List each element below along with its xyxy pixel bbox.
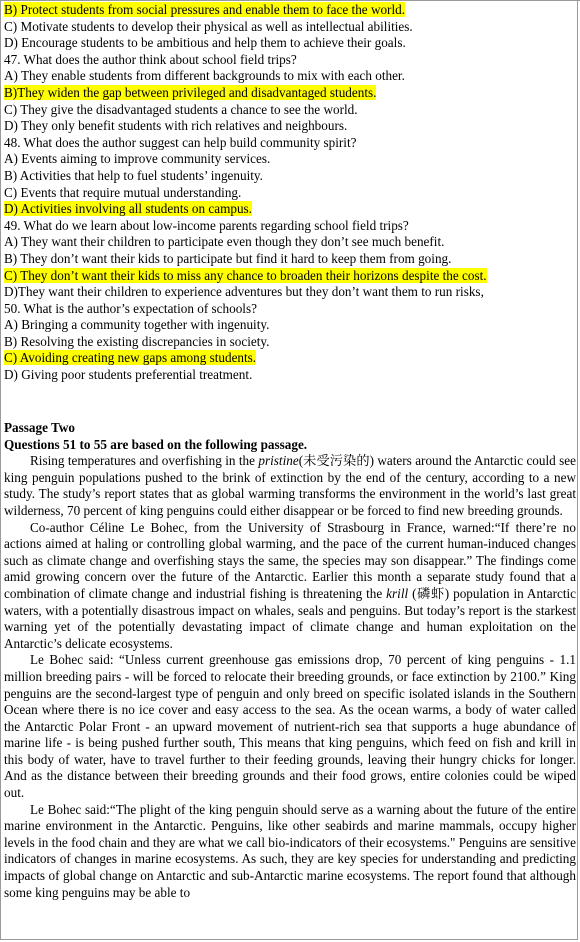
paragraph-2-text-b: (磷虾) population in Antarctic waters, with a potentially disastrous impact on whales, seals and penguins. But today’s report is the starkest warning yet of the potentially devastating impact of climate change and human exploitation on the Antarctic’s delicate ecosystems. (4, 585, 576, 651)
question-line (4, 118, 576, 135)
question-line (4, 350, 576, 367)
question-line (4, 301, 576, 318)
question-line (4, 317, 576, 334)
question-line (4, 218, 576, 235)
question-line (4, 268, 576, 285)
line-text: 50. What is the author’s expectation of schools? (4, 300, 257, 316)
question-line (4, 284, 576, 301)
line-text: D) Giving poor students preferential treatment. (4, 367, 253, 383)
question-line (4, 168, 576, 185)
line-text: C) Events that require mutual understanding. (4, 184, 242, 200)
line-text: 48. What does the author suggest can help build community spirit? (4, 134, 357, 150)
line-text: C) They give the disadvantaged students a chance to see the world. (4, 101, 358, 117)
line-text: 49. What do we learn about low-income parents regarding school field trips? (4, 217, 409, 233)
multiple-choice-section (4, 2, 576, 384)
question-line (4, 201, 576, 218)
highlighted-answer: D) Activities involving all students on campus. (4, 201, 252, 217)
question-line (4, 19, 576, 36)
paragraph-3: Le Bohec said: “Unless current greenhouse gas emissions drop, 70 percent of king penguins - 1.1 million breeding pairs - will be forced to relocate their breeding grounds, or face extinction by 2100.” King penguins are the second-largest type of penguin and only breed on specific isolated islands in the Southern Ocean where there is no ice cover and easy access to the sea. As the ocean warms, a body of water called the Antarctic Polar Front - an upward movement of nutrient-rich sea that supports a huge abundance of marine life - is being pushed further south, This means that king penguins, which feed on fish and krill in this body of water, have to travel further to their feeding grounds, leaving their hungry chicks for longer. And as the distance between their breeding grounds and their food grows, entire colonies could be wiped out. (4, 652, 576, 801)
question-line (4, 52, 576, 69)
line-text: D)They want their children to experience adventures but they don’t want them to run risks, (4, 284, 484, 300)
line-text: B) Activities that help to fuel students’ ingenuity. (4, 167, 263, 183)
question-line (4, 185, 576, 202)
question-line (4, 2, 576, 19)
line-text: C) Motivate students to develop their physical as well as intellectual abilities. (4, 18, 413, 34)
question-line (4, 151, 576, 168)
paragraph-2 (4, 520, 576, 653)
highlighted-answer: B) Protect students from social pressures and enable them to face the world. (4, 2, 406, 17)
highlighted-answer: C) Avoiding creating new gaps among students. (4, 350, 257, 366)
italic-term-pristine: pristine (258, 453, 299, 469)
line-text: A) Events aiming to improve community services. (4, 151, 271, 167)
line-text: A) They want their children to participate even though they don’t see much benefit. (4, 234, 445, 250)
question-line (4, 234, 576, 251)
highlighted-answer: B)They widen the gap between privileged and disadvantaged students. (4, 84, 377, 100)
line-text: A) Bringing a community together with ingenuity. (4, 317, 270, 333)
paragraph-1-text-a: Rising temperatures and overfishing in the (30, 453, 259, 469)
question-line (4, 85, 576, 102)
paragraph-4: Le Bohec said:“The plight of the king penguin should serve as a warning about the future of the entire marine environment in the Antarctic. Penguins, like other seabirds and marine mammals, occupy higher levels in the food chain and they are what we call bio-indicators of their ecosystems." Penguins are sensitive indicators of changes in marine ecosystems. As such, they are key species for understanding and predicting impacts of global change on Antarctic and sub-Antarctic marine ecosystems. The report found that although some king penguins may be able to (4, 801, 576, 900)
paragraph-1-text-b: (未受污染的) waters around the Antarctic could see king penguin populations pushed to the brink of extinction by the end of the century, according to a new study. The study’s report states that as global warming transforms the environment in the world’s last great wilderness, 70 percent of king penguins could either disappear or be forced to find new breeding grounds. (4, 453, 576, 518)
line-text: B) Resolving the existing discrepancies in society. (4, 333, 270, 349)
question-line (4, 367, 576, 384)
line-text: 47. What does the author think about school field trips? (4, 51, 297, 67)
italic-term-krill: krill (386, 585, 409, 601)
line-text: A) They enable students from different backgrounds to mix with each other. (4, 68, 405, 84)
question-line (4, 35, 576, 52)
passage-heading: Passage Two (4, 420, 75, 435)
paragraph-2-text-a: Co-author Céline Le Bohec, from the University of Strasbourg in France, warned:“If there’re no actions aimed at haling or controlling global warming, and the pace of the current human-induced changes such as climate change and overfishing stays the same, the species may son disappear.” The findings come amid growing concern over the future of the Antarctic. Earlier this month a separate study found that a combination of climate change and industrial fishing is threatening the (4, 519, 576, 601)
question-line (4, 334, 576, 351)
question-line (4, 68, 576, 85)
paragraph-1 (4, 453, 576, 519)
question-line (4, 135, 576, 152)
passage-subheading: Questions 51 to 55 are based on the following passage. (4, 436, 308, 452)
line-text: D) Encourage students to be ambitious and help them to achieve their goals. (4, 35, 406, 51)
highlighted-answer: C) They don’t want their kids to miss any chance to broaden their horizons despite the cost. (4, 267, 487, 283)
passage-section (4, 420, 576, 901)
question-line (4, 251, 576, 268)
line-text: D) They only benefit students with rich relatives and neighbours. (4, 118, 348, 134)
line-text: B) They don’t want their kids to participate but find it hard to keep them from going. (4, 250, 452, 266)
question-line (4, 102, 576, 119)
